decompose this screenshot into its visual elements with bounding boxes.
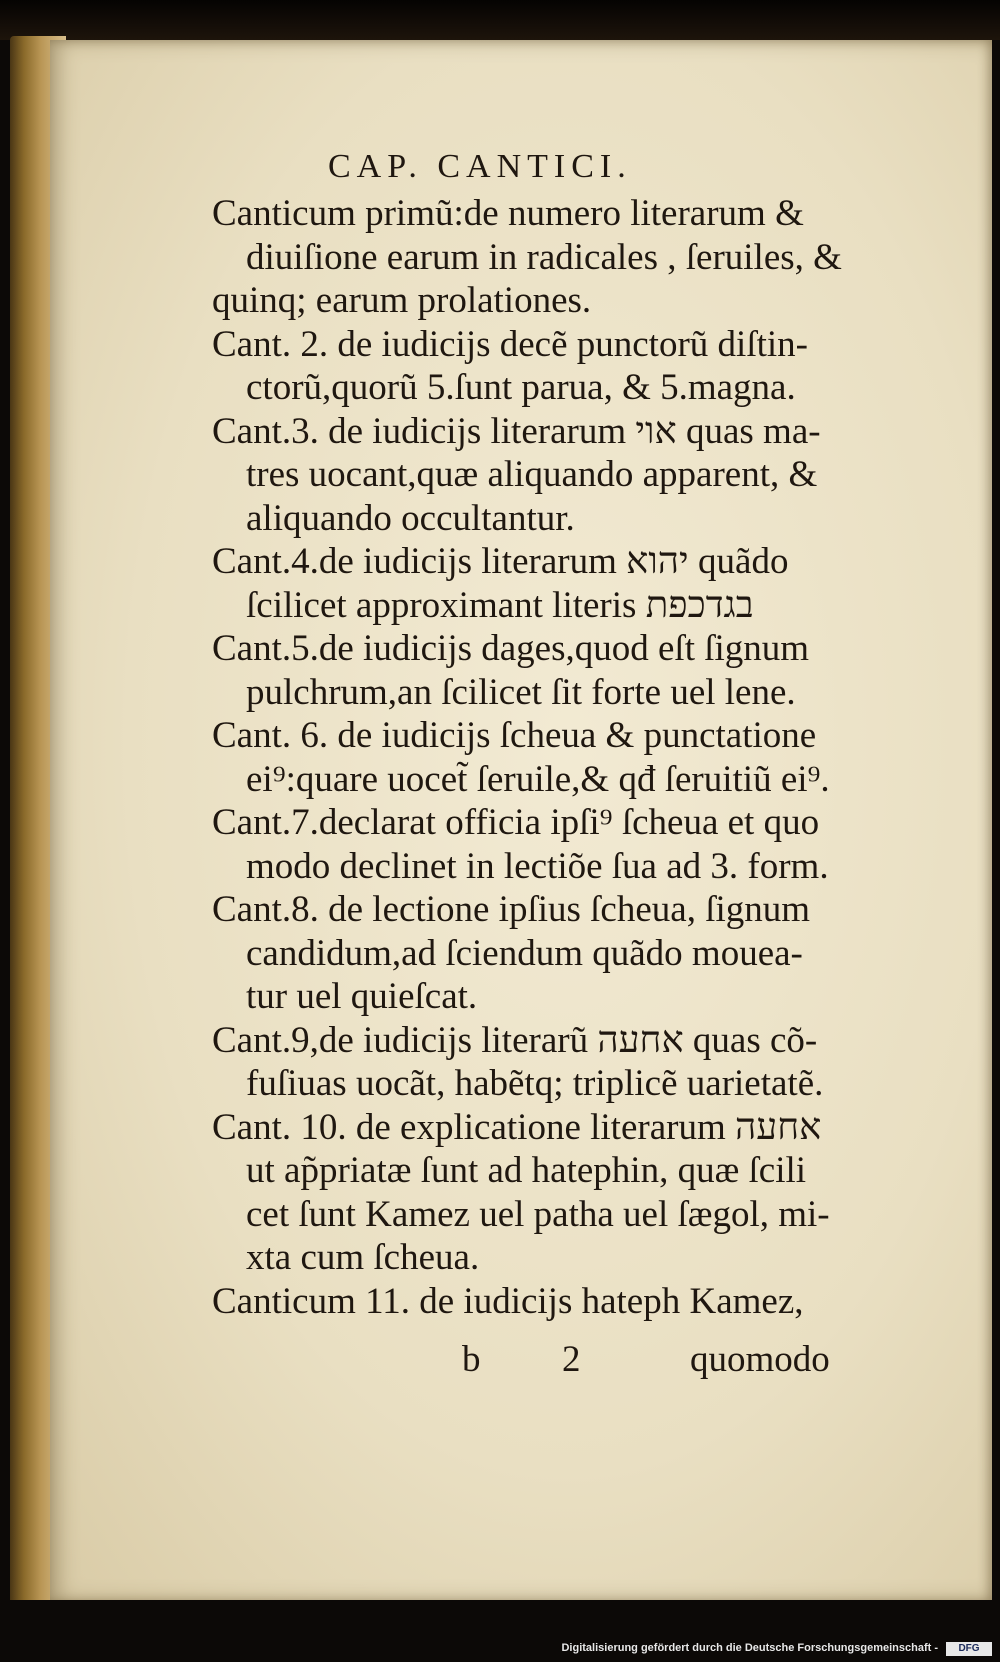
- text-line: Canticum primũ:de numero literarum &: [212, 193, 804, 234]
- page-body: [212, 192, 912, 1323]
- text-line: candidum,ad ſciendum quãdo mouea-: [246, 932, 803, 974]
- text-line: Cant.9,de iudicijs literarũ אחעה quas cõ-: [212, 1019, 818, 1061]
- text-line: modo declinet in lectiõe ſua ad 3. form.: [246, 845, 829, 887]
- signature-line: [212, 1338, 912, 1382]
- signature-letter: b: [462, 1339, 481, 1380]
- text-lines: [212, 192, 912, 1323]
- text-line: pulchrum,an ſcilicet ſit forte uel lene.: [246, 671, 796, 713]
- text-line: Cant. 6. de iudicijs ſcheua & punctatione: [212, 715, 817, 756]
- text-line: diuiſione earum in radicales , ſeruiles, &: [246, 236, 842, 278]
- digitization-credit: Digitalisierung gefördert durch die Deutsche Forschungsgemeinschaft -: [561, 1642, 938, 1654]
- text-line: ſcilicet approximant literis בגדכפת: [246, 584, 754, 626]
- text-line: Cant. 10. de explicatione literarum אחעה: [212, 1106, 822, 1148]
- text-line: tres uocant,quæ aliquando apparent, &: [246, 454, 818, 495]
- text-line: Cant. 2. de iudicijs decẽ punctorũ diſtin-: [212, 323, 808, 365]
- text-line: cet ſunt Kamez uel patha uel ſægol, mi-: [246, 1193, 830, 1235]
- text-line: ut ap̃priatæ ſunt ad hatephin, quæ ſcili: [246, 1150, 807, 1191]
- text-line: xta cum ſcheua.: [246, 1237, 480, 1278]
- text-line: Cant.5.de iudicijs dages,quod eſt ſignum: [212, 628, 810, 669]
- text-line: fuſiuas uocãt, habẽtq; triplicẽ uarietatẽ.: [246, 1063, 824, 1104]
- text-line: tur uel quieſcat.: [246, 976, 478, 1017]
- signature-number: 2: [562, 1339, 581, 1380]
- scan-top-border: [0, 0, 1000, 40]
- text-line: quinq; earum prolationes.: [212, 280, 592, 321]
- text-line: Cant.4.de iudicijs literarum יהוא quãdo: [212, 541, 789, 582]
- text-line: Cant.7.declarat officia ipſi⁹ ſcheua et quo: [212, 802, 820, 843]
- dfg-logo: DFG: [946, 1642, 992, 1656]
- running-head: CAP. CANTICI.: [328, 148, 632, 185]
- text-line: aliquando occultantur.: [246, 497, 575, 539]
- text-line: Cant.8. de lectione ipſius ſcheua, ſignum: [212, 889, 811, 930]
- text-line: ctorũ,quorũ 5.ſunt parua, & 5.magna.: [246, 367, 796, 408]
- text-line: Canticum 11. de iudicijs hateph Kamez,: [212, 1280, 804, 1322]
- catchword: quomodo: [690, 1339, 830, 1380]
- text-line: Cant.3. de iudicijs literarum אוי quas ma-: [212, 410, 821, 452]
- text-line: ei⁹:quare uocet̃ ſeruile,& qđ ſeruitiũ ei⁹.: [246, 758, 830, 800]
